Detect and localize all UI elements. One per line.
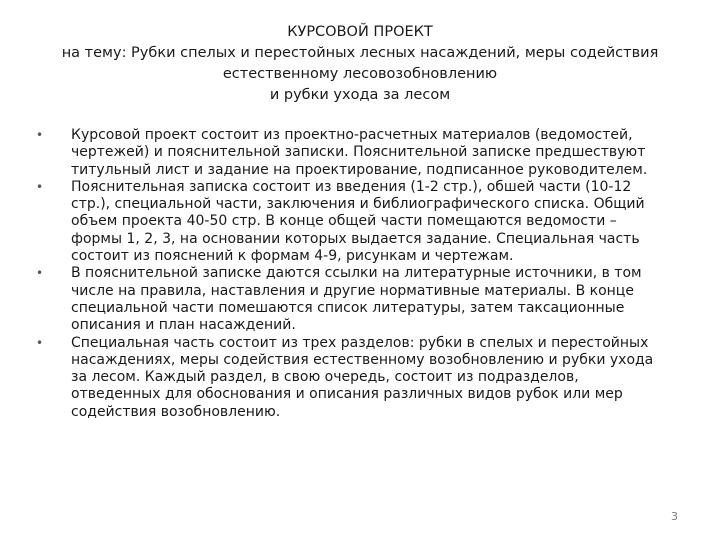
bullet-text-line: Специальная часть состоит из трех разделов: рубки в спелых и перестойных: [71, 334, 649, 351]
bullet-text-line: насаждениях, меры содействия естественному возобновлению и рубки ухода: [71, 351, 654, 368]
title-topic-line-3: и рубки ухода за лесом: [269, 87, 451, 103]
title-heading: КУРСОВОЙ ПРОЕКТ: [287, 24, 433, 40]
bullet-icon: •: [36, 335, 44, 350]
bullet-text-line: формы 1, 2, 3, на основании которых выдается задание. Специальная часть: [71, 230, 640, 247]
bullet-text-line: титульный лист и задание на проектирование, подписанное руководителем.: [71, 161, 648, 178]
bullet-text-line: стр.), специальной части, заключения и библиографического списка. Общий: [71, 196, 645, 213]
page-number: 3: [671, 510, 678, 523]
bullet-text-line: отведенных для обоснования и описания различных видов рубок или мер: [71, 386, 623, 403]
bullet-icon: •: [36, 128, 44, 142]
slide-title: [40, 22, 680, 106]
bullet-text-line: состоит из пояснений к формам 4-9, рисункам и чертежам.: [71, 248, 514, 265]
bullet-list: [36, 127, 684, 421]
bullet-text-line: описания и план насаждений.: [71, 317, 296, 334]
title-topic-line-1: на тему: Рубки спелых и перестойных лесных насаждений, меры содействия: [61, 45, 659, 61]
bullet-text-line: содействия возобновлению.: [71, 403, 281, 420]
bullet-item-references: [36, 265, 684, 334]
bullet-text-line: В пояснительной записке даются ссылки на литературные источники, в том: [71, 265, 642, 282]
bullet-text-line: за лесом. Каждый раздел, в свою очередь, состоит из подразделов,: [71, 369, 579, 386]
bullet-text-line: объем проекта 40-50 стр. В конце общей части помещаются ведомости –: [71, 213, 617, 230]
bullet-text-line: Курсовой проект состоит из проектно-расчетных материалов (ведомостей,: [71, 127, 633, 143]
bullet-item-explanatory-note: [36, 179, 684, 265]
bullet-text-line: чертежей) и пояснительной записки. Пояснительной записке предшествуют: [71, 144, 646, 161]
bullet-text-line: Пояснительная записка состоит из введения (1-2 стр.), обшей части (10-12: [71, 178, 632, 195]
bullet-text-line: числе на правила, наставления и другие нормативные материалы. В конце: [71, 282, 634, 299]
bullet-icon: •: [36, 179, 44, 194]
bullet-item-special-part: [36, 335, 684, 421]
bullet-text-line: специальной части помешаются список литературы, затем таксационные: [71, 299, 625, 316]
bullet-item-composition: [36, 127, 684, 179]
title-topic-line-2: естественному лесовозобновлению: [222, 66, 498, 82]
bullet-icon: •: [36, 266, 44, 281]
